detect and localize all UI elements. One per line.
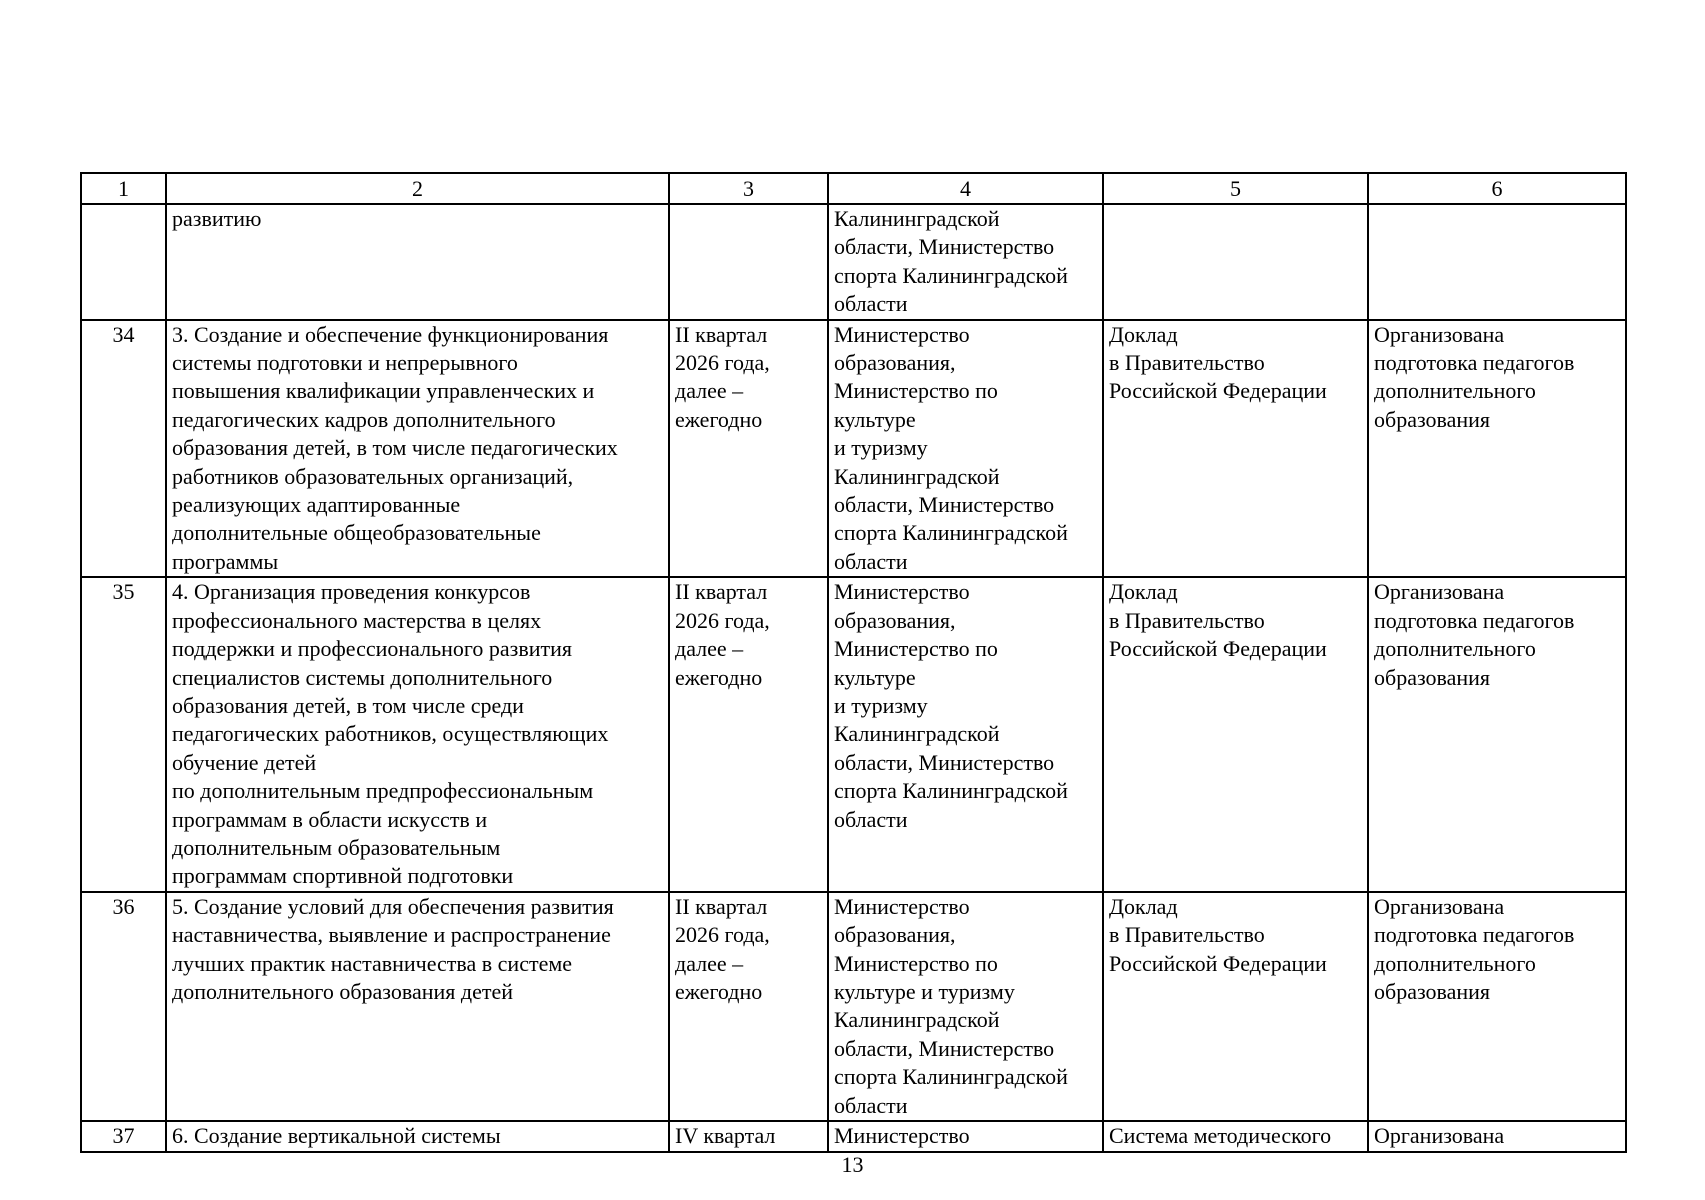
cell-text-line: Организована [1374, 579, 1505, 605]
cell-text-line: педагогических кадров дополнительного [172, 406, 556, 432]
cell-text-line: работников образовательных организаций, [172, 463, 574, 489]
cell-text-line: 2026 года, [675, 922, 770, 948]
cell-text-line: образования, [834, 607, 956, 633]
cell-text-line: в Правительство [1109, 607, 1265, 633]
column-header-2: 2 [166, 173, 669, 204]
cell-text-line: программам спортивной подготовки [172, 863, 514, 889]
result-form-cell [1103, 320, 1368, 578]
cell-text-line: Калининградской [834, 206, 1000, 231]
cell-text-line: подготовка педагогов [1374, 607, 1575, 633]
row-number-cell [81, 204, 166, 320]
cell-text-line: Министерство [834, 1123, 970, 1148]
cell-text-line: 6. Создание вертикальной системы [172, 1123, 501, 1148]
cell-text-line: лучших практик наставничества в системе [172, 950, 573, 976]
cell-text-line: профессионального мастерства в целях [172, 607, 542, 633]
deadline-cell [669, 892, 828, 1121]
cell-text-line: ежегодно [675, 978, 763, 1004]
cell-text-line: дополнительного [1374, 950, 1536, 976]
result-form-cell [1103, 1121, 1368, 1152]
cell-text-line: реализующих адаптированные [172, 492, 461, 518]
cell-text-line: 2026 года, [675, 607, 770, 633]
cell-text-line: образования детей, в том числе среди [172, 692, 524, 718]
result-form-cell [1103, 577, 1368, 891]
cell-text-line: Министерство [834, 893, 970, 919]
cell-text-line: наставничества, выявление и распространение [172, 922, 611, 948]
cell-text-line: культуре [834, 406, 916, 432]
table-row [81, 577, 1626, 891]
cell-text-line: обучение детей [172, 749, 317, 775]
cell-text-line: образования [1374, 406, 1491, 432]
cell-text-line: 3. Создание и обеспечение функционирования [172, 321, 609, 347]
row-number-cell: 34 [81, 320, 166, 578]
responsible-cell [828, 204, 1103, 320]
result-form-cell [1103, 892, 1368, 1121]
responsible-cell [828, 892, 1103, 1121]
cell-text-line: ежегодно [675, 406, 763, 432]
table-row [81, 1121, 1626, 1152]
cell-text-line: дополнительным образовательным [172, 834, 501, 860]
cell-text-line: 2026 года, [675, 350, 770, 376]
outcome-cell [1368, 892, 1626, 1121]
responsible-cell [828, 577, 1103, 891]
cell-text-line: образования [1374, 664, 1491, 690]
table-row [81, 892, 1626, 1121]
deadline-cell [669, 577, 828, 891]
cell-text-line: педагогических работников, осуществляющих [172, 721, 609, 747]
cell-text-line: Доклад [1109, 579, 1178, 605]
outcome-cell [1368, 577, 1626, 891]
header-row [81, 173, 1626, 204]
cell-text-line: спорта Калининградской [834, 1064, 1068, 1090]
cell-text-line: дополнительного образования детей [172, 978, 513, 1004]
deadline-cell [669, 320, 828, 578]
cell-text-line: Доклад [1109, 893, 1178, 919]
plan-table [80, 172, 1627, 1153]
cell-text-line: области [834, 1092, 908, 1118]
cell-text-line: спорта Калининградской [834, 778, 1068, 804]
cell-text-line: дополнительного [1374, 636, 1536, 662]
cell-text-line: и туризму [834, 692, 928, 718]
cell-text-line: Организована [1374, 1123, 1505, 1148]
cell-text-line: повышения квалификации управленческих и [172, 378, 595, 404]
cell-text-line: области [834, 291, 908, 317]
cell-text-line: спорта Калининградской [834, 262, 1068, 288]
cell-text-line: культуре [834, 664, 916, 690]
cell-text-line: Калининградской [834, 1007, 1000, 1033]
outcome-cell [1368, 320, 1626, 578]
cell-text-line: IV квартал [675, 1123, 776, 1148]
outcome-cell [1368, 204, 1626, 320]
cell-text-line: подготовка педагогов [1374, 350, 1575, 376]
cell-text-line: Доклад [1109, 321, 1178, 347]
cell-text-line: по дополнительным предпрофессиональным [172, 778, 594, 804]
cell-text-line: культуре и туризму [834, 978, 1015, 1004]
outcome-cell [1368, 1121, 1626, 1152]
cell-text-line: Министерство по [834, 950, 998, 976]
cell-text-line: Министерство [834, 321, 970, 347]
table-row [81, 204, 1626, 320]
table-body [81, 204, 1626, 1152]
cell-text-line: Министерство [834, 579, 970, 605]
cell-text-line: области, Министерство [834, 749, 1055, 775]
cell-text-line: Калининградской [834, 721, 1000, 747]
table-row [81, 320, 1626, 578]
cell-text-line: области, Министерство [834, 492, 1055, 518]
responsible-cell [828, 320, 1103, 578]
cell-text-line: Российской Федерации [1109, 378, 1327, 404]
task-cell [166, 320, 669, 578]
responsible-cell [828, 1121, 1103, 1152]
cell-text-line: Министерство по [834, 378, 998, 404]
cell-text-line: Министерство по [834, 636, 998, 662]
cell-text-line: II квартал [675, 321, 768, 347]
cell-text-line: программы [172, 548, 279, 574]
cell-text-line: Система методического [1109, 1123, 1332, 1148]
cell-text-line: II квартал [675, 579, 768, 605]
cell-text-line: Российской Федерации [1109, 950, 1327, 976]
cell-text-line: области, Министерство [834, 234, 1055, 260]
cell-text-line: образования, [834, 350, 956, 376]
task-cell [166, 892, 669, 1121]
cell-text-line: далее – [675, 378, 744, 404]
cell-text-line: II квартал [675, 893, 768, 919]
row-number-cell: 35 [81, 577, 166, 891]
cell-text-line: образования [1374, 978, 1491, 1004]
cell-text-line: системы подготовки и непрерывного [172, 350, 518, 376]
cell-text-line: образования детей, в том числе педагогических [172, 435, 618, 461]
cell-text-line: Организована [1374, 321, 1505, 347]
column-header-5: 5 [1103, 173, 1368, 204]
cell-text-line: и туризму [834, 435, 928, 461]
task-cell [166, 577, 669, 891]
cell-text-line: области [834, 806, 908, 832]
cell-text-line: в Правительство [1109, 350, 1265, 376]
column-header-4: 4 [828, 173, 1103, 204]
cell-text-line: области, Министерство [834, 1035, 1055, 1061]
cell-text-line: ежегодно [675, 664, 763, 690]
cell-text-line: в Правительство [1109, 922, 1265, 948]
task-cell [166, 204, 669, 320]
cell-text-line: специалистов системы дополнительного [172, 664, 553, 690]
column-header-3: 3 [669, 173, 828, 204]
cell-text-line: образования, [834, 922, 956, 948]
row-number-cell: 36 [81, 892, 166, 1121]
column-header-1: 1 [81, 173, 166, 204]
cell-text-line: далее – [675, 636, 744, 662]
cell-text-line: поддержки и профессионального развития [172, 636, 572, 662]
cell-text-line: 4. Организация проведения конкурсов [172, 579, 531, 605]
task-cell [166, 1121, 669, 1152]
column-header-6: 6 [1368, 173, 1626, 204]
cell-text-line: Калининградской [834, 463, 1000, 489]
cell-text-line: дополнительного [1374, 378, 1536, 404]
page-number: 13 [841, 1152, 864, 1177]
deadline-cell [669, 204, 828, 320]
cell-text-line: Российской Федерации [1109, 636, 1327, 662]
cell-text-line: дополнительные общеобразовательные [172, 520, 541, 546]
cell-text-line: подготовка педагогов [1374, 922, 1575, 948]
cell-text-line: спорта Калининградской [834, 520, 1068, 546]
result-form-cell [1103, 204, 1368, 320]
deadline-cell [669, 1121, 828, 1152]
row-number-cell: 37 [81, 1121, 166, 1152]
cell-text-line: Организована [1374, 893, 1505, 919]
cell-text-line: развитию [172, 206, 262, 231]
cell-text-line: программам в области искусств и [172, 806, 488, 832]
cell-text-line: далее – [675, 950, 744, 976]
cell-text-line: 5. Создание условий для обеспечения развития [172, 893, 614, 919]
cell-text-line: области [834, 548, 908, 574]
